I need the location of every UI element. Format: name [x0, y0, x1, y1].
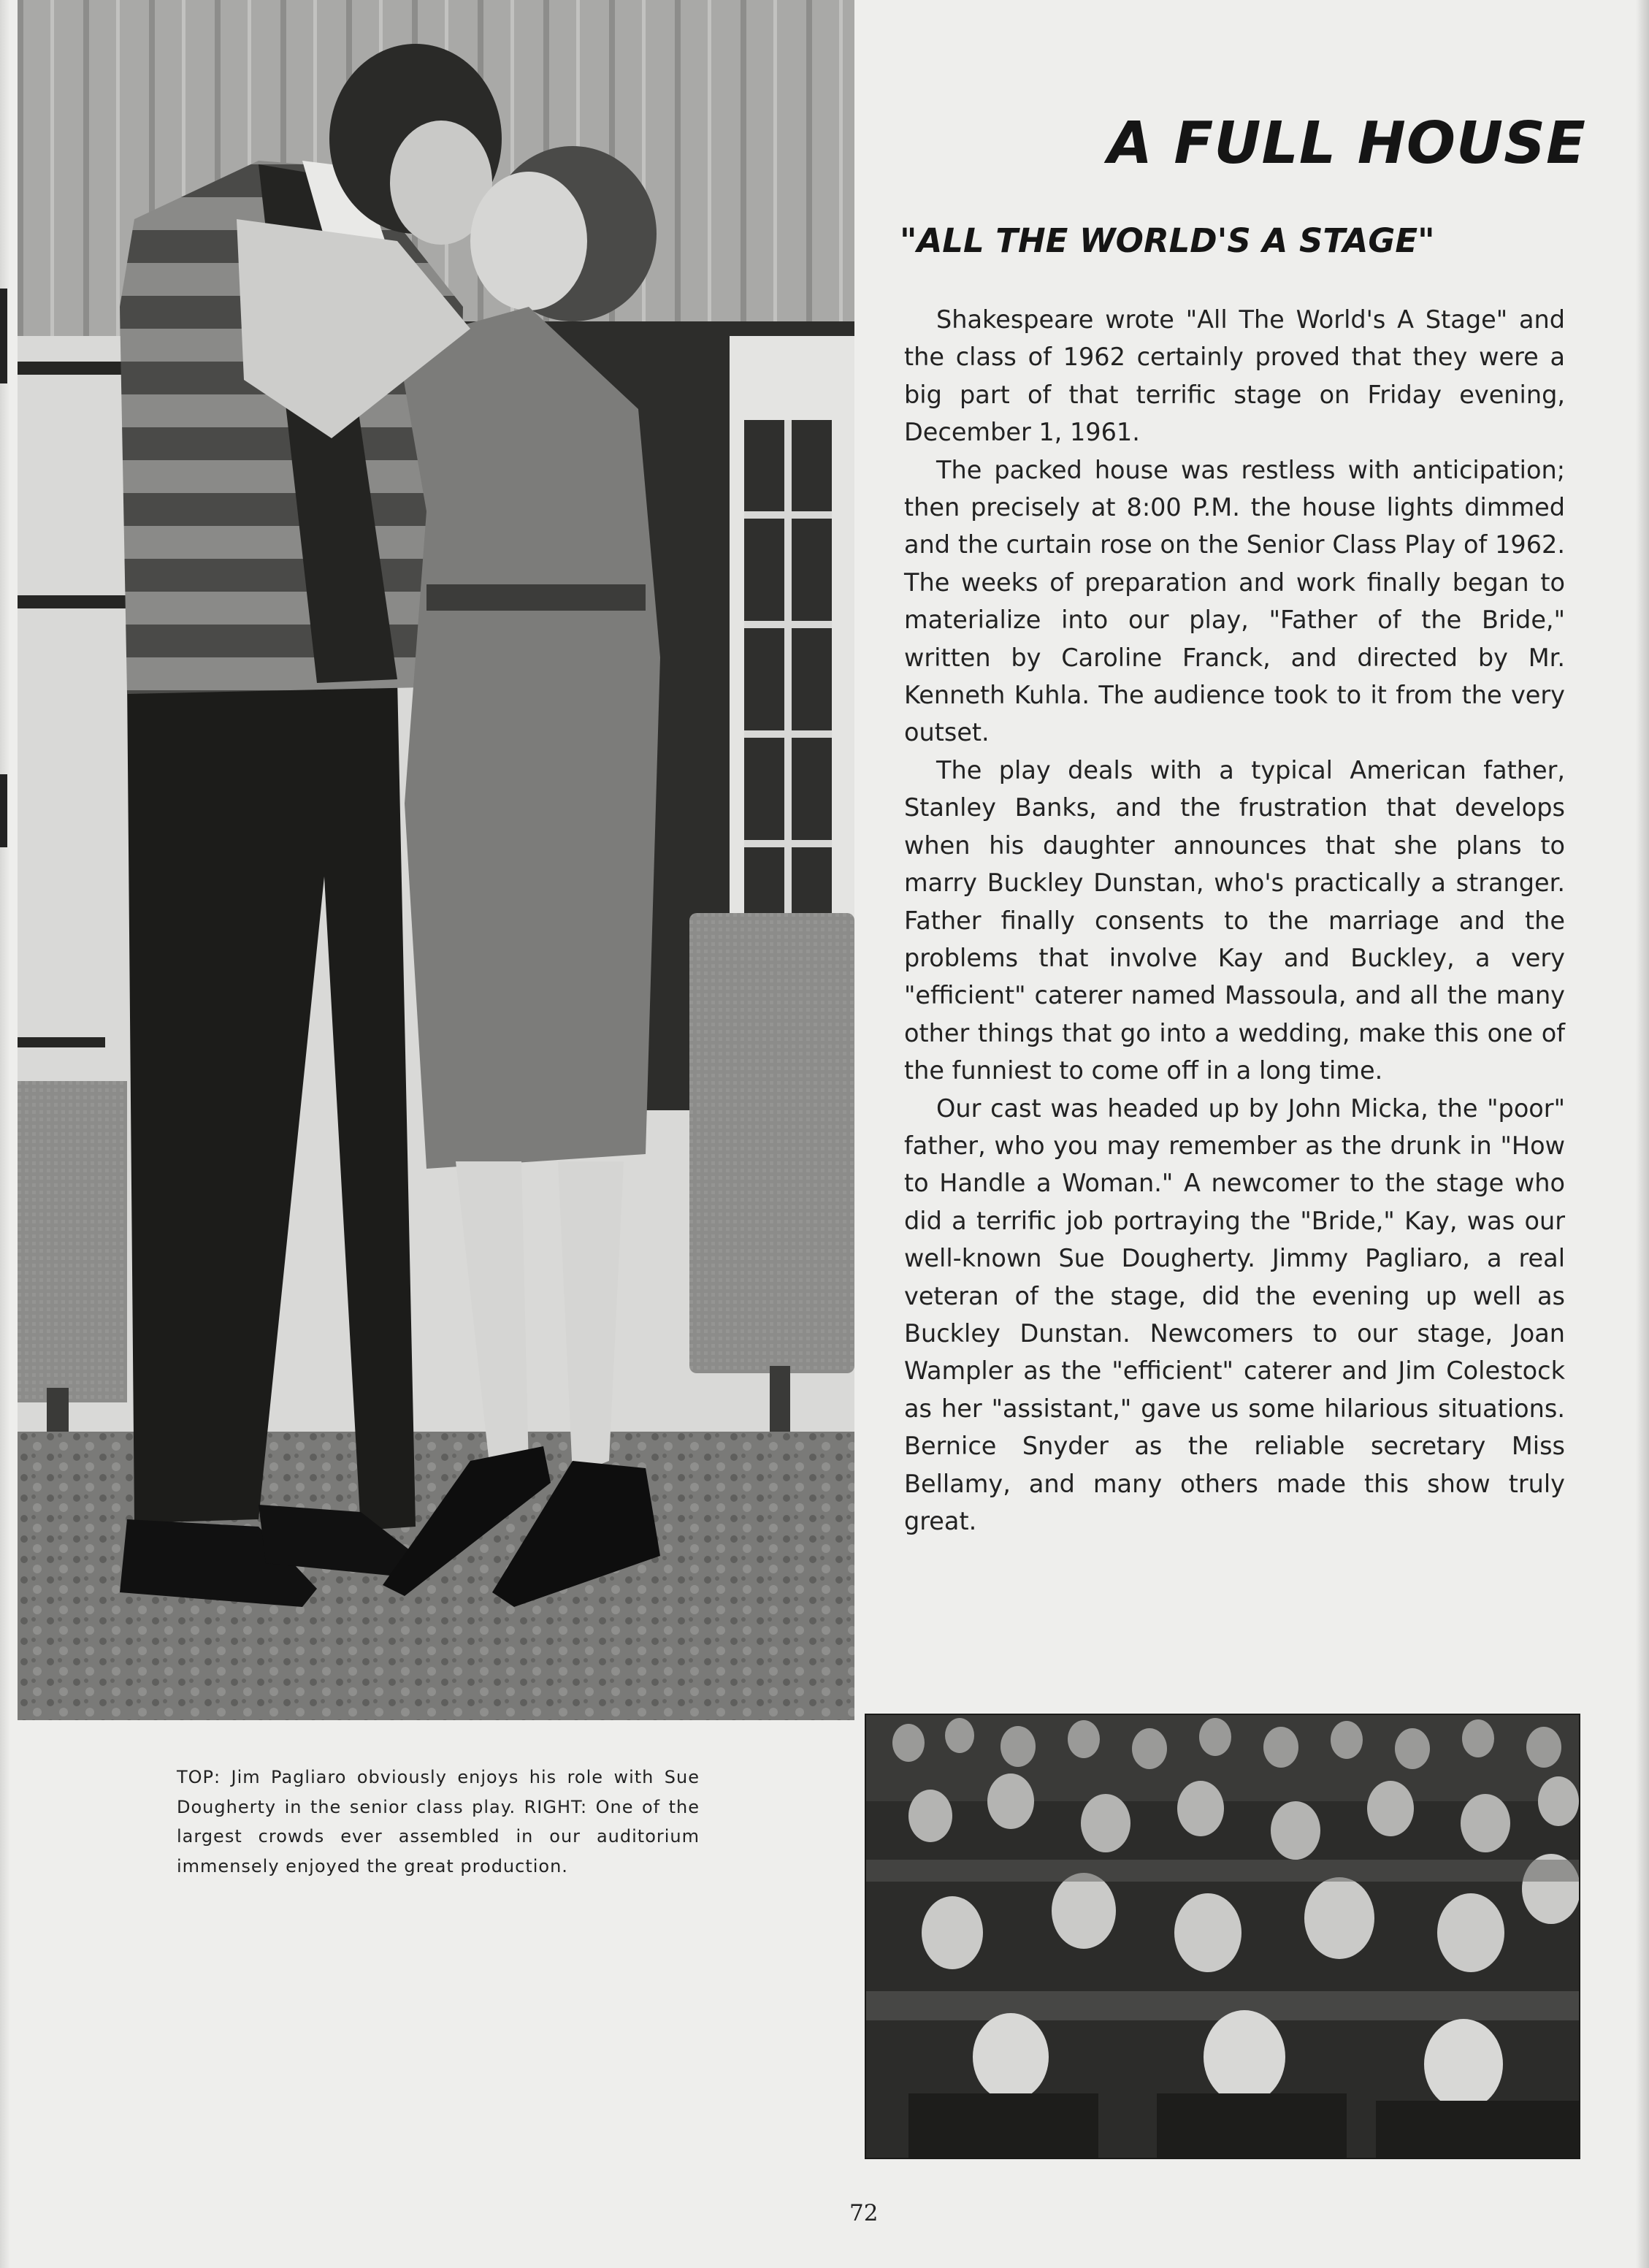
article-body: [904, 301, 1565, 1540]
article-paragraph: The play deals with a typical American father, Stanley Banks, and the frustration that develops when his daughter announces that she plans to marry Buckley Dunstan, who's practically a stranger. Father finally consents to the marriage and the problems that involve Kay and Buckley, a very "efficient" caterer named Massoula, and all the many other things that go into a wedding, make this one of the funniest to come off in a long time.: [904, 755, 1565, 1085]
article-paragraph: The packed house was restless with anticipation; then precisely at 8:00 P.M. the house lights dimmed and the curtain rose on the Senior Class Play of 1962. The weeks of preparation and work finally began to materialize into our play, "Father of the Bride," written by Caroline Franck, and directed by Mr. Kenneth Kuhla. The audience took to it from the very outset.: [904, 455, 1565, 747]
page-number: 72: [849, 2200, 879, 2226]
page-right-edge: [1636, 0, 1649, 2268]
article-subhead: "ALL THE WORLD'S A STAGE": [900, 221, 1435, 260]
binding-mark: [0, 774, 7, 847]
article-paragraph: Shakespeare wrote "All The World's A Stage" and the class of 1962 certainly proved that they were a big part of that terrific stage on Friday evening, December 1, 1961.: [904, 305, 1565, 447]
article-paragraph: Our cast was headed up by John Micka, the "poor" father, who you may remember as the drunk in "How to Handle a Woman." A newcomer to the stage who did a terrific job portraying the "Bride," Kay, was our well-known Sue Dougherty. Jimmy Pagliaro, a real veteran of the stage, did the evening up well as Buckley Dunstan. Newcomers to our stage, Joan Wampler as the "efficient" caterer and Jim Colestock as her "assistant," gave us some hilarious situations. Bernice Snyder as the reliable secretary Miss Bellamy, and many others made this show truly great.: [904, 1093, 1565, 1535]
page-headline: A FULL HOUSE: [1107, 110, 1586, 177]
binding-mark: [0, 289, 7, 383]
photo-caption: TOP: Jim Pagliaro obviously enjoys his role with Sue Dougherty in the senior class play. RIGHT: One of the largest crowds ever assembled in our auditorium immensely enjoyed the great production.: [177, 1767, 700, 1876]
audience-photo: [865, 1714, 1580, 2159]
stage-photo: [18, 0, 854, 1720]
